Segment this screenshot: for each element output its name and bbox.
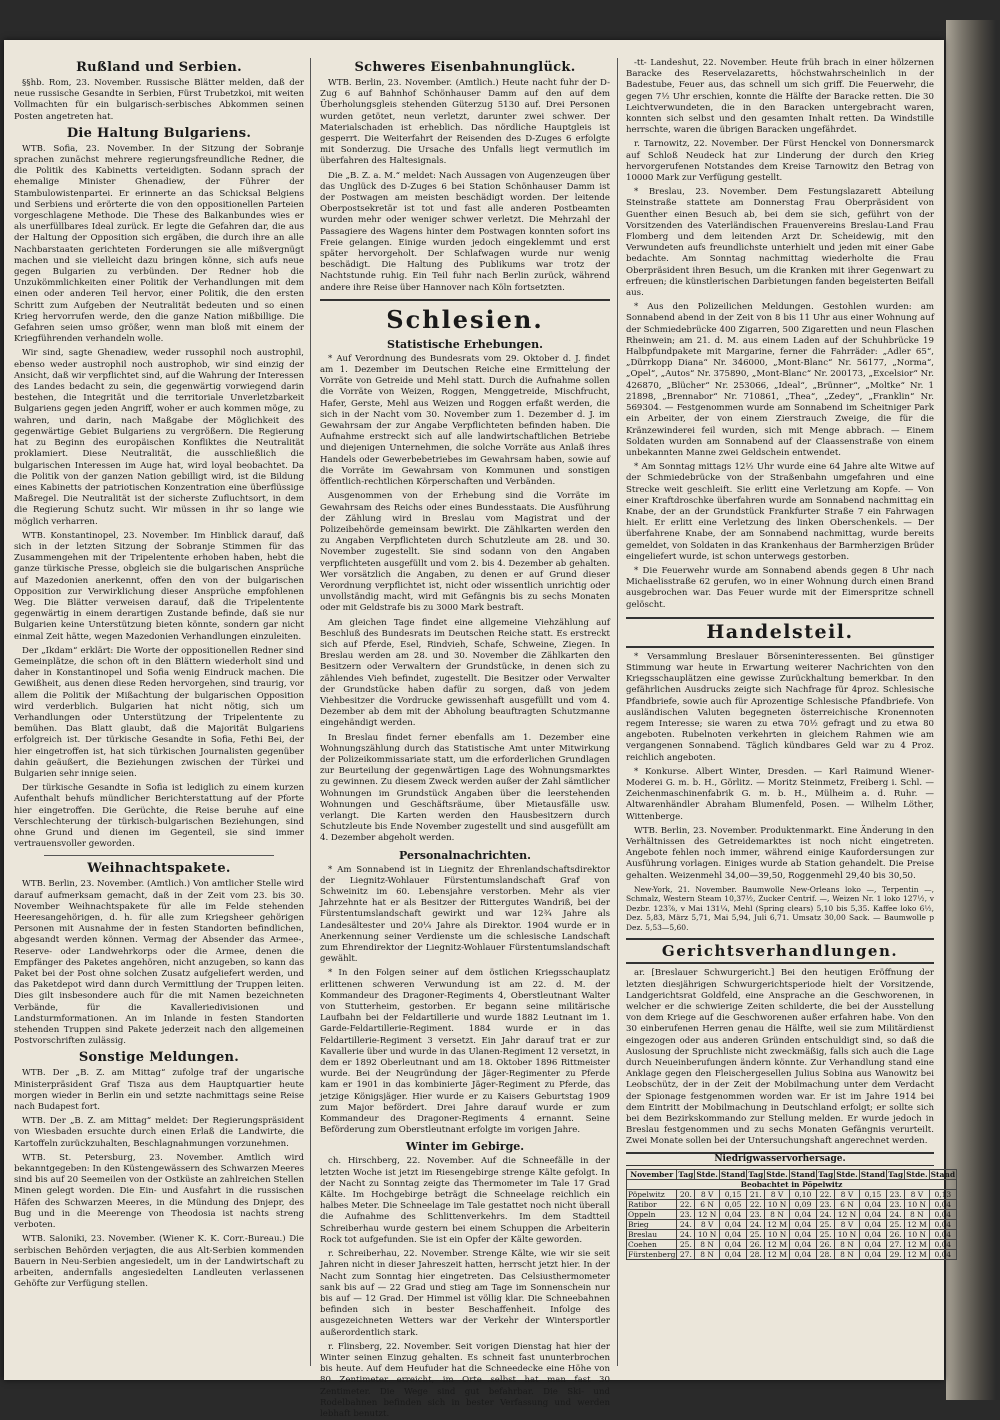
table-cell: 0,04	[859, 1229, 886, 1239]
table-cell: 0,04	[929, 1239, 956, 1249]
table-header: Stde.	[906, 1169, 928, 1179]
section-title-schlesien: Schlesien.	[386, 304, 544, 334]
article-konstantinopel: WTB. Konstantinopel, 23. November. Im Hinblick darauf, daß sich in der letzten Sitzung der Sobranje Stimmen für das Zusammengehen mit der Tripelentente erhoben haben, hebt die ganze türkische Presse, obgleich sie die bulgarischen Ansprüche auf Mazedonien anerkennt, offen den von der bulgarischen Opposition zur Verwirklichung dieser Ansprüche empfohlenen Weg. Die Blätter verweisen darauf, daß die Tripelentente gegenwärtig in einem derartigen Zustande befinde, daß sie nur Bulgarien keine Unterstützung bieten könnte, sondern gar nicht einmal Zeit hätte, wegen Mazedonien Verhandlungen einzuleiten.	[14, 530, 304, 642]
table-cell: 23.	[747, 1209, 765, 1219]
headline-personal: Personalnachrichten.	[399, 848, 531, 862]
table-cell: 0,09	[789, 1199, 816, 1209]
table-row	[627, 1199, 957, 1209]
table-cell: 0,05	[719, 1199, 746, 1209]
article-statistik-2: Ausgenommen von der Erhebung sind die Vorräte im Gewahrsam des Reichs oder eines Bundesstaats. Die Ausführung der Zählung wird in Breslau vom Magistrat und der Polizeibehörde gemeinsam bewirkt. Die Zählkarten werden den zu Angaben Verpflichteten durch Schutzleute am 28. und 30. November zugestellt. Sie sind sodann von den Angaben verpflichteten ausgefüllt und vom 2. bis 4. Dezember ab gehalten. Wer vorsätzlich die Angaben, zu denen er auf Grund dieser Verordnung verpflichtet ist, nicht oder wissentlich unrichtig oder unvollständig macht, wird mit Gefängnis bis zu sechs Monaten oder mit Geldstrafe bis zu 3000 Mark bestraft.	[320, 491, 610, 614]
article-sonstige-2: WTB. Der „B. Z. am Mittag“ meldet: Der Regierungspräsident von Wiesbaden ersuchte durch einen Erlaß die Landwirte, die Kartoffeln zurückzuhalten, Beschlagnahmungen vorzunehmen.	[14, 1116, 304, 1149]
table-row	[627, 1239, 957, 1249]
section-title-handel: Handelsteil.	[626, 617, 934, 648]
table-cell-location: Fürstenberg	[628, 1249, 676, 1259]
table-cell: 6 N	[835, 1199, 860, 1209]
article-russland: §§hb. Rom, 23. November. Russische Blätter melden, daß der neue russische Gesandte in Serbien, Fürst Trubetzkoi, mit weiten Vollmachten für ein bulgarisch-serbisches Abkommen seinen Posten angetreten hat.	[14, 78, 304, 122]
table-cell-location: Brieg	[627, 1219, 677, 1229]
table-cell: 26.	[887, 1229, 905, 1239]
table-cell: 8 N	[765, 1209, 790, 1219]
table-body	[627, 1189, 957, 1259]
table-cell: 12 M	[905, 1239, 930, 1249]
table-cell: 8 N	[695, 1239, 720, 1249]
article-haltung-1: WTB. Sofia, 23. November. In der Sitzung der Sobranje sprachen zunächst mehrere regierungsfreundliche Redner, die die Politik des Kabinetts verteidigten. Sodann sprach der ehemalige Minister Ghenadiew, der Führer der Stambulowistenpartei. Er erinnerte an das Schicksal Belgiens und Serbiens und erörterte die von den oppositionellen Parteien vorgeschlagene Methode. Die These des Balkanbundes wies er als unerfüllbares Ideal zurück. Er legte die Gefahren dar, die aus der Haltung der Opposition sich ergäben, die durch ihre an alle Nachbarstaaten gerichteten Forderungen sie alle mißvergnügt machen und sie vielleicht dazu bringen könne, sich aufs neue gegen Bulgarien zu verbünden. Der Redner hob die Unzukömmlichkeiten einer Politik der Verhandlungen mit dem einen oder anderen Teil hervor, einer Politik, die den ersten Schritt zum Aufgeben der Neutralität bedeuten und so einen Krieg hervorrufen werde, den die ganze Nation mißbillige. Die Gefahren seien umso größer, wenn man bloß mit einem der Kriegführenden verhandeln wolle.	[14, 143, 304, 345]
table-cell: 8 V	[695, 1189, 720, 1199]
article-statistik-4: In Breslau findet ferner ebenfalls am 1. Dezember eine Wohnungszählung durch das Statistische Amt unter Mitwirkung der Polizeikommissariate statt, um die erforderlichen Grundlagen zur Beurteilung der gegenwärtigen Lage des Wohnungsmarktes zu gewinnen. Zu diesem Zweck werden außer der Zahl sämtlicher Wohnungen im Grundstück Angaben über die leerstehenden Wohnungen und Geschäftsräume, über Mietausfälle usw. verlangt. Die Karten werden den Hausbesitzern durch Schutzleute bis Ende November zugestellt und sind ausgefüllt am 4. Dezember abgeholt werden.	[320, 732, 610, 844]
article-statistik-1: * Auf Verordnung des Bundesrats vom 29. Oktober d. J. findet am 1. Dezember im Deutschen Reiche eine Ermittelung der Vorräte von Getreide und Mehl statt. Durch die Aufnahme sollen die Vorräte von Weizen, Roggen, Menggetreide, Mischfrucht, Hafer, Gerste, Mehl aus Weizen und Roggen erfaßt werden, die sich in der Nacht vom 30. November zum 1. Dezember d. J. im Gewahrsam der zur Angabe Verpflichteten befinden haben. Die Aufnahme erstreckt sich auf alle landwirtschaftlichen Betriebe und diejenigen Unternehmen, die solche Vorräte aus Anlaß ihres Handels oder Gewerbebetriebes im Gewahrsam haben, sowie auf die Vorräte im Gewahrsam von Kommunen und sonstigen öffentlich-rechtlichen Körperschaften und Verbänden.	[320, 353, 610, 488]
article-produkten: WTB. Berlin, 23. November. Produktenmarkt. Eine Änderung in den Verhältnissen des Getreidemarktes ist noch nicht eingetreten. Angebote fehlen noch immer, während einige Kaufordersungen zur Ausführung vorlagen. Einiges wurde ab Station gehandelt. Die Preise gehalten. Weizenmehl 34,00—39,50, Roggenmehl 29,40 bis 30,50.	[626, 825, 934, 881]
table-cell: 10 N	[905, 1229, 930, 1239]
table-cell: 23.	[887, 1199, 905, 1209]
table-header: Tag	[678, 1169, 694, 1179]
separator	[44, 855, 274, 856]
table-row	[627, 1189, 957, 1199]
article-statistik-3: Am gleichen Tage findet eine allgemeine Viehzählung auf Beschluß des Bundesrats im Deutschen Reiche statt. Es erstreckt sich auf Pferde, Esel, Rindvieh, Schafe, Schweine, Ziegen. In Breslau werden am 28. und 30. November die Zählkarten den Besitzern oder Verwaltern der Grundstücke, in denen sich zu zählendes Vieh befindet, zugestellt. Die Besitzer oder Verwalter der Grundstücke haben dafür zu sorgen, daß von jedem Viehbesitzer die Vordrucke gewissenhaft ausgefüllt und vom 4. Dezember ab dem mit der Abholung beauftragten Schutzmanne eingehändigt werden.	[320, 617, 610, 729]
article-unglueck-2: Die „B. Z. a. M.“ meldet: Nach Aussagen von Augenzeugen über das Unglück des D-Zuges 6 bei Station Schönhauser Damm ist der Postwagen am meisten beschädigt worden. Der leitende Oberpostsekretär ist tot und fast alle anderen Postbeamten wurden mehr oder weniger schwer verletzt. Die Mehrzahl der Passagiere des Wagens hinter dem Postwagen konnten sofort ins Freie gelangen. Einige wurden jedoch eingeklemmt und erst später hervorgeholt. Der Schlafwagen wurde nur wenig beschädigt. Die Haltung des Publikums war trotz der Nachtstunde ruhig. Ein Teil fuhr nach Berlin zurück, während andere ihre Reise über Hannover nach Köln fortsetzten.	[320, 170, 610, 293]
table-cell: 0,04	[929, 1219, 956, 1229]
column-left	[14, 58, 304, 1370]
table-cell: 25.	[747, 1229, 765, 1239]
table-cell: 25.	[817, 1229, 835, 1239]
table-cell: 27.	[677, 1249, 695, 1259]
table-cell: 12 M	[765, 1219, 790, 1229]
article-tarnowitz: r. Tarnowitz, 22. November. Der Fürst Henckel von Donnersmarck auf Schloß Neudeck hat zur Linderung der durch den Krieg hervorgerufenen Notstandes dem Kreise Tarnowitz den Betrag von 10000 Mark zur Verfügung gestellt.	[626, 139, 934, 184]
water-forecast-table	[626, 1169, 957, 1260]
table-cell: 8 V	[905, 1189, 930, 1199]
table-cell-location: Coehen	[627, 1239, 677, 1249]
table-cell: 8 V	[765, 1189, 790, 1199]
article-konkurse: * Konkurse. Albert Winter, Dresden. — Karl Raimund Wiener-Moderei G. m. b. H., Görlitz. — Moritz Steinmetz, Freiberg i. Schl. — Zeichenmaschinenfabrik G. m. b. H., Mülheim a. d. Ruhr. — Altwarenhändler Abraham Blumenfeld, Posen. — Wilhelm Löther, Wittenberge.	[626, 766, 934, 822]
headline-statistik: Statistische Erhebungen.	[387, 337, 543, 351]
headline-unglueck: Schweres Eisenbahnunglück.	[354, 60, 576, 75]
article-sonstige-1: WTB. Der „B. Z. am Mittag“ zufolge traf der ungarische Ministerpräsident Graf Tisza aus dem Hauptquartier heute morgen wieder in Berlin ein und setzte nachmittags seine Reise nach Budapest fort.	[14, 1068, 304, 1113]
table-cell: 26.	[817, 1239, 835, 1249]
section-title-gericht: Gerichtsverhandlungen.	[626, 938, 934, 964]
table-cell: 22.	[747, 1199, 765, 1209]
table-cell: 10 N	[905, 1199, 930, 1209]
table-cell: 12 M	[905, 1249, 930, 1259]
table-header: Tag	[748, 1169, 764, 1179]
table-cell: 12 M	[905, 1219, 930, 1229]
table-cell: 12 M	[765, 1239, 790, 1249]
table-cell-location: Breslau	[627, 1229, 677, 1239]
table-cell: 0,04	[859, 1199, 886, 1209]
headline-winter: Winter im Gebirge.	[405, 1140, 525, 1154]
table-cell: 26.	[747, 1239, 765, 1249]
column-rule	[310, 58, 311, 1366]
table-header: Stde.	[766, 1169, 788, 1179]
table-cell: 8 N	[835, 1239, 860, 1249]
table-cell: 8 V	[695, 1219, 720, 1229]
table-cell: 28.	[747, 1249, 765, 1259]
table-cell: 8 V	[835, 1189, 860, 1199]
table-row	[627, 1249, 957, 1259]
table-cell: 8 N	[695, 1249, 720, 1259]
column-middle	[320, 58, 610, 1419]
table-title: Niedrigwasservorhersage.	[626, 1152, 934, 1166]
table-cell: 29.	[887, 1249, 905, 1259]
table-cell: 10 N	[835, 1229, 860, 1239]
table-cell: 0,04	[719, 1239, 746, 1249]
table-cell: 27.	[887, 1239, 905, 1249]
article-polizei-2: * Am Sonntag mittags 12½ Uhr wurde eine 64 Jahre alte Witwe auf der Schmiedebrücke von der Straßenbahn umgefahren und eine Strecke weit geschleift. Sie erlitt eine Verletzung am Kopfe. — Von einer Kraftdroschke überfahren wurde am Sonnabend nachmittag ein Knabe, der an der Grundstück Frankfurter Straße 7 ein Fahrwagen hielt. Er erlitt eine Verletzung des linken Oberschenkels. — Der überfahrene Knabe, der am Sonnabend nachmittag, wurde bereits gemeldet, von Soldaten in das Krankenhaus der Barmherzigen Brüder eingeliefert wurde, ist schon unterwegs gestorben.	[626, 462, 934, 562]
headline-haltung: Die Haltung Bulgariens.	[66, 125, 252, 141]
table-gauge-label: Beobachtet in Pöpelwitz	[627, 1179, 957, 1189]
table-cell: 10 N	[695, 1229, 720, 1239]
table-header: Stand	[790, 1169, 816, 1179]
headline-weihnacht: Weihnachtspakete.	[87, 861, 231, 877]
table-cell: 0,04	[719, 1229, 746, 1239]
table-cell: 23.	[817, 1199, 835, 1209]
headline-sonstige: Sonstige Meldungen.	[78, 1050, 240, 1066]
table-cell: 22.	[677, 1199, 695, 1209]
table-cell: 25.	[677, 1239, 695, 1249]
table-cell: 24.	[677, 1229, 695, 1239]
article-konstantinopel-3: Der türkische Gesandte in Sofia ist lediglich zu einem kurzen Aufenthalt behufs mündlicher Berichterstattung auf der Pforte hier eingetroffen. Die Gerüchte, die Reise beruhe auf eine Verschlechterung der türkisch-bulgarischen Beziehungen, sind ohne Grund und dienen im Gegenteil, sie sind immer vertrauensvoller geworden.	[14, 783, 304, 850]
table-cell: 0,04	[789, 1229, 816, 1239]
article-unglueck-1: WTB. Berlin, 23. November. (Amtlich.) Heute nacht fuhr der D-Zug 6 auf Bahnhof Schönhauser Damm auf den auf dem Überholungsgleis stehenden Güterzug 5130 auf. Drei Personen wurden getötet, neun verletzt, darunter zwei schwer. Der Materialschaden ist erheblich. Das nördliche Hauptgleis ist gesperrt. Die Weiterfahrt der Reisenden des D-Zuges 6 erfolgte mit Sonderzug. Die Ursache des Unfalls liegt vermutlich im überfahren des Haltesignals.	[320, 78, 610, 167]
article-boerse: * Versammlung Breslauer Börseninteressenten. Bei günstiger Stimmung war heute in Erwartung weiterer Nachrichten von den Kriegsschauplätzen eine gewisse Zurückhaltung bemerkbar. In den gefährlichen Ausdrucks zeigte sich Nachfrage für 4proz. Schlesische Pfandbriefe, sowie auch für Aprozentige Schlesische Pfandbriefe. Von ausländischen Valuten begegneten österreichische Kronennoten regem Interesse; sie waren zu etwa 70½ gefragt und zu etwa 80 angeboten. Rubelnoten verkehrten in gleichem Rahmen wie am vergangenen Sonnabend. Täglich kündbares Geld war zu 4 Proz. reichlich angeboten.	[626, 651, 934, 763]
table-cell: 0,15	[719, 1189, 746, 1199]
table-cell: 28.	[817, 1249, 835, 1259]
table-cell: 0,04	[859, 1219, 886, 1229]
table-cell: 24.	[887, 1209, 905, 1219]
article-newyork: New-York, 21. November. Baumwolle New-Orleans loko —, Terpentin —, Schmalz, Western Steam 10,37½, Zucker Centrif. —, Weizen Nr. 1 loko 127½, v Dezbr. 123⅞, v Mai 131¼, Mehl (Spring clears) 5,10 bis 5,35. Kaffee loko 6½, Dez. 5,83, März 5,71, Mai 5,94, Juli 6,71. Umsatz 30,00 Sack. — Baumwolle p Dez. 5,53—5,60.	[626, 884, 934, 932]
table-cell: 0,04	[719, 1219, 746, 1229]
table-header: Stand	[720, 1169, 746, 1179]
table-cell: 8 N	[905, 1209, 930, 1219]
table-cell: 0,13	[929, 1189, 956, 1199]
table-cell: 0,04	[789, 1209, 816, 1219]
table-cell: 0,04	[929, 1229, 956, 1239]
table-cell: 0,15	[859, 1189, 886, 1199]
article-personal-2: * In den Folgen seiner auf dem östlichen Kriegsschauplatz erlittenen schweren Verwundung ist am 22. d. M. der Kommandeur des Dragoner-Regiments 4, Oberstleutnant Walter von Stutterheim, gestorben. Er begann seine militärische Laufbahn bei der Feldartillerie und wurde 1882 Leutnant im 1. Garde-Feldartillerie-Regiment. 1884 wurde er in das Feldartillerie-Regiment 3 versetzt. Ein Jahr darauf trat er zur Kavallerie über und wurde in das Ulanen-Regiment 12 versetzt, in dem er 1892 Oberleutnant und am 18. Oktober 1896 Rittmeister wurde. Bei der Neugründung der Jäger-Regimenter zu Pferde kam er 1901 in das kombinierte Jäger-Regiment zu Pferde, das jetzige Königsjäger. Hier wurde er zu Kaisers Geburtstag 1909 zum Major befördert. Drei Jahre darauf wurde er zum Kommandeur des Dragoner-Regiments 4 ernannt. Seine Beförderung zum Oberstleutnant erfolgte im vorigen Jahre.	[320, 968, 610, 1136]
table-cell: 0,04	[859, 1249, 886, 1259]
table-cell: 0,04	[789, 1239, 816, 1249]
table-header: Tag	[888, 1169, 904, 1179]
table-cell: 12 M	[765, 1249, 790, 1259]
table-cell: 8 N	[835, 1249, 860, 1259]
column-rule	[617, 58, 618, 1366]
table-cell: 24.	[677, 1219, 695, 1229]
table-cell: 0,04	[859, 1209, 886, 1219]
table-row	[627, 1219, 957, 1229]
table-header: Stand	[860, 1169, 886, 1179]
headline-russland: Rußland und Serbien.	[76, 60, 242, 75]
table-cell: 21.	[747, 1189, 765, 1199]
table-cell: 6 N	[695, 1199, 720, 1209]
table-cell: 0,04	[719, 1249, 746, 1259]
table-cell: 25.	[887, 1219, 905, 1229]
table-cell: 25.	[817, 1219, 835, 1229]
table-cell: 23.	[887, 1189, 905, 1199]
table-header: Stand	[930, 1169, 956, 1179]
table-cell: 0,04	[929, 1249, 956, 1259]
article-landeshut: -tt- Landeshut, 22. November. Heute früh brach in einer hölzernen Baracke des Reservelazaretts, höchstwahrscheinlich in der Badestube, Feuer aus, das schnell um sich griff. Die Feuerwehr, die gegen 7½ Uhr erschien, konnte die Hälfte der Baracke retten. Die 30 Leichtverwundeten, die in den Baracken untergebracht waren, konnten sich selbst und den gesamten Inhalt retten. Da Windstille herrschte, waren die übrigen Baracken ungefährdet.	[626, 58, 934, 136]
article-polizei-3: * Die Feuerwehr wurde am Sonnabend abends gegen 8 Uhr nach Michaelisstraße 62 gerufen, wo in einer Wohnung durch einen Brand ausgebrochen war. Das Feuer wurde mit der Eimerspritze schnell gelöscht.	[626, 565, 934, 610]
table-cell: 0,10	[789, 1189, 816, 1199]
table-cell: 10 N	[765, 1199, 790, 1209]
newspaper-page	[4, 40, 956, 1419]
table-cell: 10 N	[765, 1229, 790, 1239]
article-breslau: * Breslau, 23. November. Dem Festungslazarett Abteilung Steinstraße stattete am Donnerstag Frau Oberpräsident von Guenther einen Besuch ab, bei dem sie sich, geführt von der Vorsitzenden des Vaterländischen Frauenvereins Breslau-Land Frau Flomberg und dem leitenden Arzt Dr. Scheidewig, mit den Verwundeten aufs freundlichste unterhielt und jeden mit einer Gabe bedachte. Am Sonntag nachmittag wiederholte die Frau Oberpräsident ihren Besuch, um die Kranken mit ihrer Gegenwart zu erfreuen; die künstlerischen Darbietungen fanden begeisterten Beifall aus.	[626, 187, 934, 299]
column-right	[626, 58, 956, 1370]
table-cell: 0,04	[719, 1209, 746, 1219]
table-row	[627, 1229, 957, 1239]
table-cell: 0,04	[929, 1209, 956, 1219]
article-haltung-2: Wir sind, sagte Ghenadiew, weder russophil noch austrophil, ebenso weder austrophil noch austrophob, wir sind einzig der Ansicht, daß wir verpflichtet sind, auf die Wahrung der Interessen des Landes bedacht zu sein, die gegenwärtig vorwiegend darin bestehen, die Integrität und die territoriale Unverletzbarkeit Bulgariens gegen jeden Angriff, woher er auch kommen möge, zu wahren, und darin, nach Maßgabe der Möglichkeit des gegenwärtige Gebiet Bulgariens zu vergrößern. Die Regierung hat zu Beginn des europäischen Konfliktes die Neutralität proklamiert. Diese Neutralität, die ausschließlich die bulgarischen Interessen im Auge hat, wird loyal beobachtet. Da die Politik von der ganzen Nation gebilligt wird, ist die Bildung eines Kabinetts der patriotischen Konzentration eine überflüssige Maßregel. Die Neutralität ist der sicherste Zufluchtsort, in dem die Regierung Schutz sucht. Wir müssen in ihr so lange wie möglich verharren.	[14, 348, 304, 527]
table-header: Stde.	[696, 1169, 718, 1179]
table-cell-location: Pöpelwitz	[627, 1189, 677, 1199]
table-cell: 23.	[677, 1209, 695, 1219]
article-winter-3: r. Flinsberg, 22. November. Seit vorigen Dienstag hat hier der Winter seinen Einzug gehalten. Es schneit fast ununterbrochen bis heute. Auf dem Heufuder hat die Schneedecke eine Höhe von 80 Zentimeter erreicht, im Orte selbst hat man fast 30 Zentimeter. Die Wege sind gut befahrbar. Die Ski- und Rodelbahnen befinden sich in bester Verfassung und werden lebhaft benutzt.	[320, 1341, 610, 1419]
table-cell: 0,04	[789, 1219, 816, 1229]
table-cell: 12 N	[835, 1209, 860, 1219]
table-cell: 24.	[747, 1219, 765, 1229]
article-personal-1: * Am Sonnabend ist in Liegnitz der Ehrenlandschaftsdirektor der Liegnitz-Wohlauer Fürstentumslandschaft Graf von Schweinitz im 60. Lebensjahre verstorben. Mehr als vier Jahrzehnte hat er als Besitzer der Rittergutes Wandriß, bei der Fürstentumslandschaft gewirkt und war 12¾ Jahre als Landesältester und 20¼ Jahre als Direktor. 1904 wurde er in Anerkennung seiner Verdienste um die schlesische Landschaft zum Ehrendirektor der Liegnitz-Wohlauer Fürstentumslandschaft gewählt.	[320, 864, 610, 965]
article-sonstige-3: WTB. St. Petersburg, 23. November. Amtlich wird bekanntgegeben: In den Küstengewässern des Schwarzen Meeres sind bis auf 20 Seemeilen von der Ostküste an zahlreichen Stellen Minen gelegt worden. Die Ein- und Ausfahrt in die russischen Häfen des Schwarzen Meeres, in die Mündung des Dnjepr, des Bug und in die Meerenge von Theodosia ist nachts streng verboten.	[14, 1152, 304, 1231]
table-cell: 0,04	[859, 1239, 886, 1249]
table-row	[627, 1209, 957, 1219]
article-weihnacht: WTB. Berlin, 23. November. (Amtlich.) Von amtlicher Stelle wird darauf aufmerksam gemacht, daß in der Zeit vom 23. bis 30. November Weihnachtspakete für alle im Felde stehenden Heeresangehörigen, d. h. für alle zum Kriegsheer gehörigen Personen mit Ausnahme der in festen Standorten befindlichen, abgesandt werden können. Vermag der Absender das Armee-, Reserve- oder Landwehrkorps oder die Armee, denen die Empfänger des Paketes angehören, nicht anzugeben, so kann das Paket bei der Post ohne solchen Zusatz aufgeliefert werden, und das Paketdepot wird dann durch Vermittlung der Truppen leiten. Dies gilt insbesondere auch für die mit Namen bezeichneten Verbände, für die Kavalleriedivisionen und Landsturmformationen. An im Inlande in festen Standorten stehenden Truppen sind Pakete jederzeit nach den allgemeinen Postvorschriften zulässig.	[14, 879, 304, 1047]
table-cell: 22.	[817, 1189, 835, 1199]
table-header: Tag	[818, 1169, 834, 1179]
table-header-month: November	[627, 1169, 677, 1179]
table-cell-location: Oppeln	[627, 1209, 677, 1219]
table-cell: 8 V	[835, 1219, 860, 1229]
article-winter-1: ch. Hirschberg, 22. November. Auf die Schneefälle in der letzten Woche ist jetzt im Riesengebirge strenge Kälte gefolgt. In der Nacht zu Sonntag zeigte das Thermometer im Tale 17 Grad Kälte. Im Hochgebirge beträgt die Schneelage reichlich ein halbes Meter. Die Schneelage im Tale gestattet noch nicht überall die Aufnahme des Schlittenverkehrs. Im dem Stadtteil Schreiberhau wurde gestern bei einem Schuppen die Arbeiterin Rock tot aufgefunden. Sie ist ein Opfer der Kälte geworden.	[320, 1156, 610, 1245]
table-header: Stde.	[836, 1169, 858, 1179]
article-konstantinopel-2: Der „Ikdam“ erklärt: Die Worte der oppositionellen Redner sind Gemeinplätze, die schon oft in den Blättern wiederholt sind und daher in Konstantinopel und Sofia wenig Eindruck machen. Die Gewißheit, aus denen diese Reden hervorgehen, sind traurig, vor allem die Politik der Mißachtung der bulgarischen Opposition wird verderblich. Bulgarien hat nicht nötig, sich um Verhandlungen oder Unterstützung der Tripelentente zu bemühen. Das Blatt glaubt, daß die Majorität Bulgariens erfolgreich ist. Der türkische Gesandte in Sofia, Fethi Bei, der hier eingetroffen ist, hat sich türkischen Journalisten gegenüber dahin geäußert, die Beziehungen zwischen der Türkei und Bulgarien sehr innige seien.	[14, 645, 304, 779]
article-polizei-1: * Aus den Polizeilichen Meldungen. Gestohlen wurden: am Sonnabend abend in der Zeit von 8 bis 11 Uhr aus einer Wohnung auf der Schmiedebrücke 400 Zigarren, 500 Zigaretten und neun Flaschen Rheinwein; am 21. d. M. aus einem Laden auf der Schuhbrücke 19 Halbpfundpakete mit Margarine, ferner die Fahrräder: „Adler 65“, „Dürrkopp Diana“ Nr. 346000, „Mont-Blanc“ Nr. 56177, „Norma“, „Opel“, „Autos“ Nr. 375890, „Mont-Blanc“ Nr. 200173, „Excelsior“ Nr. 426870, „Blücher“ Nr. 253066, „Ideal“, „Brünner“, „Moltke“ Nr. 1 21898, „Brennabor“ Nr. 710861, „Thea“, „Zedey“, „Franklin“ Nr. 569304. — Festgenommen wurde am Sonnabend im Scheitniger Park ein Arbeiter, der von einem Zierstrauch Zweige, die für die Kränzewinderei feil wurden, sich mit Menge abbrach. — Einem Soldaten wurden am Sonnabend auf der Claassenstraße von einem unbekannten Manne zwei Geldschein entwendet.	[626, 302, 934, 458]
article-sonstige-4: WTB. Saloniki, 23. November. (Wiener K. K. Corr.-Bureau.) Die serbischen Behörden verjagten, die aus Alt-Serbien kommenden Bauern in Neu-Serbien angesiedelt, um in der Landwirtschaft zu arbeiten, andernfalls angesiedelten Landleuten verlassenen Gehöfte zur Verfügung stellen.	[14, 1234, 304, 1290]
table-cell: 0,04	[929, 1199, 956, 1209]
table-cell: 20.	[677, 1189, 695, 1199]
separator	[320, 299, 610, 301]
article-winter-2: r. Schreiberhau, 22. November. Strenge Kälte, wie wir sie seit Jahren nicht in dieser Jahreszeit hatten, herrscht jetzt hier. In der Nacht zum Sonntag hier eingetreten. Das Celsiusthermometer sank bis auf — 22 Grad und stieg am Tage im Sonnenschein nur bis auf — 12 Grad. Der Himmel ist völlig klar. Die Schneebahnen befinden sich in bester Beschaffenheit. Infolge des ausgezeichneten Wetters war der Verkehr der Wintersportler außerordentlich stark.	[320, 1249, 610, 1338]
table-cell-location: Ratibor	[627, 1199, 677, 1209]
table-cell: 0,04	[789, 1249, 816, 1259]
table-cell: 24.	[817, 1209, 835, 1219]
article-gericht: ar. [Breslauer Schwurgericht.] Bei den heutigen Eröffnung der letzten diesjährigen Schwurgerichtsperiode hielt der Vorsitzende, Landgerichtsrat Goldfeld, eine Ansprache an die Geschworenen, in welcher er die schwierige Zeiten schilderte, die bei der Ausstellung von dem Kriege auf die Geschworenen außer erfahren habe. Von den 30 einberufenen Herren genau die Hälfte, weil sie zum Militärdienst eingezogen oder aus anderen Gründen entschuldigt sind, so daß die Auslosung der Spruchliste nicht zweckmäßig, falls sich auch die Lage durch Neueinberufungen ändern könnte. Zur Verhandlung stand eine Anklage gegen den Fleischergesellen Julius Sobina aus Wanowitz bei Leobschütz, der in der Zeit der Mobilmachung unter dem Verdacht der Spionage festgenommen worden war. Er ist im Jahre 1914 bei dem Eintritt der Mobilmachung in Deutschland erfolgt; er sollte sich bei dem Bezirkskommando zur Stellung melden. Er wurde jedoch in Breslau festgenommen und zu sechs Monaten Gefängnis verurteilt. Zwei Monate sollen bei der Untersuchungshaft angerechnet werden.	[626, 968, 934, 1147]
table-cell: 12 N	[695, 1209, 720, 1219]
